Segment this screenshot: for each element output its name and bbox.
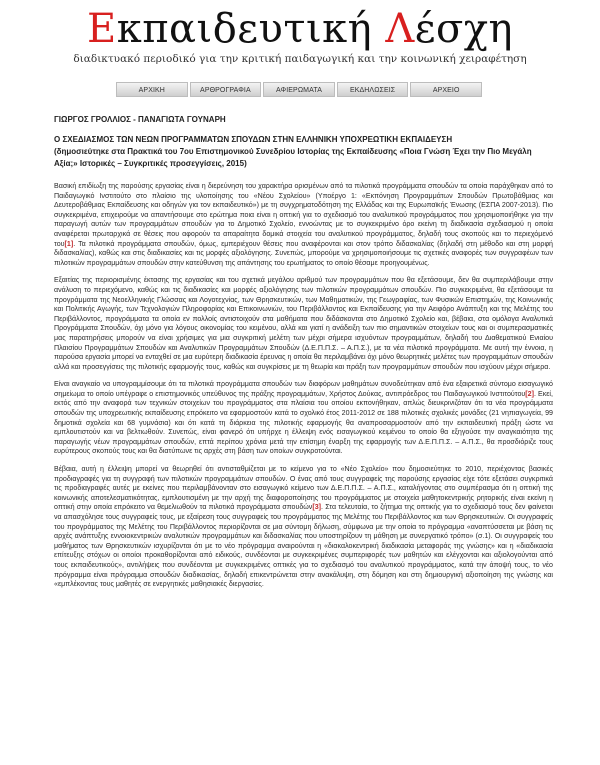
nav-item-home[interactable]: ΑΡΧΙΚΗ — [116, 82, 188, 97]
nav-item-articles[interactable]: ΑΡΘΡΟΓΡΑΦΙΑ — [190, 82, 262, 97]
article-authors: ΓΙΩΡΓΟΣ ΓΡΟΛΛΙΟΣ - ΠΑΝΑΓΙΩΤΑ ΓΟΥΝΑΡΗ — [54, 115, 226, 124]
article-paragraph-2: Εξαιτίας της περιορισμένης έκτασης της εργασίας και του σχετικά μεγάλου αριθμού των προγραμμάτων που θα εξετάσουμε, δεν θα συμπεριλάβουμε στην ανάλυση το περιεχόμενο, καθώς και τις διαδικασίες και μορφές αξιολόγησης των πιλοτικών προγραμμάτων σπουδών. Πιο συγκεκριμένα, θα εξετάσουμε τα προγράμματα της Νεοελληνικής Γλώσσας και Λογοτεχνίας, των Θρησκευτικών, των Μαθηματικών, της Γεωγραφίας, των Φυσικών Επιστημών, της Κοινωνικής και Πολιτικής Αγωγής, των Τεχνολογιών Πληροφορίας και Επικοινωνιών, του Περιβάλλοντος και Εκπαίδευσης για την Αειφόρο Ανάπτυξη και της Μελέτης του Περιβάλλοντος, προγράμματα τα οποία εν πολλοίς αντιστοιχούν στα μαθήματα που διδάσκονται στο Δημοτικό Σχολείο και, βέβαια, στα ομόλογα Αναλυτικά Προγράμματα Σπουδών, όχι μόνο για λόγους οικονομίας του κειμένου, αλλά και γιατί η ανάδειξη των πιο σημαντικών στοιχείων τους και οι συμπερασματικές μας παρατηρήσεις μπορούν να είναι χρήσιμες για μια συγκριτική μελέτη των μέχρι σήμερα ισχυόντων προγραμμάτων, δηλαδή του Διαθεματικού Ενιαίου Πλαισίου Προγραμμάτων Σπουδών και Αναλυτικών Προγραμμάτων Σπουδών (Δ.Ε.Π.Π.Σ. – Α.Π.Σ.), με τα νέα πιλοτικά προγράμματα. Με αυτή την έννοια, η παρούσα εργασία μπορεί να ενταχθεί σε μια ευρύτερη διαδικασία έρευνας η οποία θα περιλαμβάνει όχι μόνο θεωρητικές μελέτες των προγραμμάτων σπουδών αλλά και προσεγγίσεις της πιλοτικής εφαρμογής τους, καθώς και συγκρίσεις με τη θεωρία και πράξη των προγραμμάτων σπουδών που ισχύουν μέχρι σήμερα. — [54, 276, 553, 371]
article-paragraph-3 — [54, 380, 553, 457]
footnote-link-2[interactable]: [2] — [525, 389, 534, 398]
paragraph-text: Βασική επιδίωξη της παρούσης εργασίας είναι η διερεύνηση του χαρακτήρα ορισμένων από τα πιλοτικά προγράμματα σπουδών τα οποία παράχθηκαν από το Παιδαγωγικό Ινστιτούτο στο πλαίσιο της υλοποίησης του «Νέου Σχολείου» (Υποέργο 1: «Εκπόνηση Προγραμμάτων Σπουδών Πρωτοβάθμιας και Δευτεροβάθμιας Εκπαίδευσης και οδηγών για τον εκπαιδευτικό») με τη συγχρηματοδότηση της Ελλάδας και της Ευρωπαϊκής Ένωσης (ΕΣΠΑ 2007-2013). Πιο συγκεκριμένα, επιχειρούμε να απαντήσουμε στο ερώτημα ποια είναι η οπτική για το σχεδιασμό του αναλυτικού προγράμματος που χρησιμοποιήθηκε για την παραγωγή αυτών των προγραμμάτων σπουδών για το Δημοτικό Σχολείο, εννοώντας με το συγκεκριμένο όρο εκείνη τη διαδικασία σχεδιασμού η οποία αναφέρεται πρωταρχικά σε θέσεις που αφορούν τα απαραίτητα δομικά στοιχεία του αναλυτικού προγράμματος, δηλαδή τους σκοπούς και το περιεχόμενό του — [54, 182, 553, 248]
logo-word-1: κπαιδευτική — [116, 6, 386, 52]
paragraph-text: . Στα τελευταία, το ζήτημα της οπτικής για το σχεδιασμό τους δεν φαίνεται να απασχόλησε τους συγγραφείς τους, με εξαίρεση τους συγγραφείς του προγράμματος της Μελέτης του Περιβάλλοντος και των Θρησκευτικών. Οι συγγραφείς του προγράμματος της Μελέτης του Περιβάλλοντος περιορίζονται σε μια σύντομη δήλωση, σύμφωνα με την οποία το πρόγραμμα «αναπτύσσεται με βάση τις αρχές ανάπτυξης εννοιοκεντρικών αναλυτικών προγραμμάτων και διδασκαλίας που υποστηρίζουν τη μάθηση με συνεργατικό τρόπο» (σ.1). Οι συγγραφείς του μαθήματος των Θρησκευτικών ισχυρίζονται ότι με το νέο πρόγραμμα αναιρούνται η «διακαλοκεντρική διαδικασία μεταφοράς της γνώσης» και η «διαδικασία επίτευξης στόχων οι οποίοι προκαθορίζονται από ειδικούς, συνδέονται με συγκεκριμένες συμπεριφορές των μαθητών και ελέγχονται και αξιολογούνται από τους εκπαιδευτικούς», αντιλήψεις που συνδέονται με συγκεκριμένες οπτικές για το σχεδιασμό του αναλυτικού προγράμματος, κατά την άποψή τους, το νέο πρόγραμμα είναι πρόγραμμα σπουδών διαδικασίας, δηλαδή επικεντρώνεται στην ανακάλυψη, στη δόμηση και στη δημιουργική αξιοποίηση της γνώσης και «εμπλέκοντας τους μαθητές σε ενεργητικές μαθησιακές διεργασίες. — [54, 503, 553, 589]
paragraph-text: . Τα πιλοτικά προγράμματα σπουδών, όμως, εμπεριέχουν θέσεις που αναφέρονται και στον τρόπο διδασκαλίας (δηλαδή στη μέθοδο και στη μορφή διδασκαλίας), καθώς και στις διαδικασίες και τις μορφές αξιολόγησης. Συνεπώς, μπορούμε να χρησιμοποιήσουμε τις σχετικές αναφορές των συγγραφέων των πιλοτικών προγραμμάτων σπουδών στην κατεύθυνση της απάντησης του ερωτήματος το οποίο θέσαμε προηγουμένως. — [54, 239, 553, 267]
article-paragraph-1 — [54, 182, 553, 268]
article-title: Ο ΣΧΕΔΙΑΣΜΟΣ ΤΩΝ ΝΕΩΝ ΠΡΟΓΡΑΜΜΑΤΩΝ ΣΠΟΥΔΩΝ ΣΤΗΝ ΕΛΛΗΝΙΚΗ ΥΠΟΧΡΕΩΤΙΚΗ ΕΚΠΑΙΔΕΥΣΗ — [54, 135, 453, 144]
logo-initial-e: Ε — [87, 6, 117, 52]
nav-item-tributes[interactable]: ΑΦΙΕΡΩΜΑΤΑ — [263, 82, 335, 97]
main-nav — [116, 82, 482, 97]
article-content — [54, 115, 553, 598]
paragraph-text: Είναι αναγκαίο να υπογραμμίσουμε ότι τα πιλοτικά προγράμματα σπουδών των διαφόρων μαθημάτων συνοδεύτηκαν από ένα εξαιρετικά σύντομο εισαγωγικό σημείωμα το οποίο υπέγραφε ο επιστημονικός υπεύθυνος της πράξης προγραμμάτων, Χρήστος Δούκας, αντιπρόεδρος του Παιδαγωγικού Ινστιτούτου — [54, 380, 553, 398]
logo-initial-l: Λ — [385, 6, 415, 52]
footnote-link-1[interactable]: [1] — [64, 239, 74, 248]
site-logo[interactable] — [0, 6, 600, 52]
paragraph-text: Βέβαια, αυτή η έλλειψη μπορεί να θεωρηθεί ότι αντισταθμίζεται με το κείμενο για το «Νέο Σχολείο» που δημοσιεύτηκε το 2010, περιέχοντας βασικές προδιαγραφές για τη συγγραφή των πιλοτικών προγραμμάτων σπουδών. Ο ένας από τους συγγραφείς της παρούσης εργασίας είχε τότε εξετάσει συγκριτικά τις προδιαγραφές αυτές με εκείνες που περιλαμβάνονταν στο εισαγωγικό κείμενο των Δ.Ε.Π.Π.Σ. – Α.Π.Σ., καταλήγοντας στο συμπέρασμα ότι η οπτική της κοινωνικής αποτελεσματικότητας, εμπλουτισμένη με την αρχή της διαφοροποίησης του προγράμματος με στοιχεία μαθητοκεντρικής ρητορικής είναι εκείνη η οπτική στην οποία επρόκειτο να θεμελιωθούν τα πιλοτικά προγράμματα σπουδών — [54, 465, 553, 512]
footnote-link-3[interactable]: [3] — [312, 503, 322, 512]
article-subtitle: (δημοσιεύτηκε στα Πρακτικά του 7ου Επιστημονικού Συνεδρίου Ιστορίας της Εκπαίδευσης «Ποια Γνώση Έχει την Πιο Μεγάλη Αξία;» Ιστορικές – Συγκριτικές προσεγγίσεις, 2015) — [54, 147, 532, 168]
nav-item-events[interactable]: ΕΚΔΗΛΩΣΕΙΣ — [337, 82, 409, 97]
paragraph-text: . Εκεί, εκτός από την αναφορά των τεχνικών στοιχείων του προγράμματος στα πλαίσια του οποίου εκπονήθηκαν, απλώς διευκρινιζόταν ότι τα νέα προγράμματα σπουδών της υποχρεωτικής εκπαίδευσης επρόκειτο να εφαρμοστούν κατά το σχολικό έτος 2011-2012 σε 188 πιλοτικές σχολικές μονάδες (21 νηπιαγωγεία, 99 δημοτικά σχολεία και 68 γυμνάσια) και ότι κατά τη διάρκεια της πιλοτικής εφαρμογής θα αναπροσαρμοστούν από την εκπαιδευτική πράξη ώστε να εμπλουτιστούν και να βελτιωθούν. Συνεπώς, είναι φανερό ότι υπήρχε η έλλειψη ενός εισαγωγικού κειμένου το οποίο θα εξηγούσε την αναγκαιότητα της παραγωγής νέων προγραμμάτων σπουδών, επτά περίπου χρόνια μετά την επίσημη έναρξη της εφαρμογής των Δ.Ε.Π.Π.Σ. – Α.Π.Σ., θα προσδιόριζε τους ευρύτερους σκοπούς τους και θα διατύπωνε τις αρχές στη βάση των οποίων συγκροτούνται. — [54, 389, 553, 456]
site-header — [0, 0, 600, 75]
site-tagline: διαδικτυακό περιοδικό για την κριτική παιδαγωγική και την κοινωνική χειραφέτηση — [73, 53, 527, 65]
article-paragraph-4 — [54, 465, 553, 590]
logo-word-2: έσχη — [414, 6, 513, 52]
nav-item-archive[interactable]: ΑΡΧΕΙΟ — [410, 82, 482, 97]
